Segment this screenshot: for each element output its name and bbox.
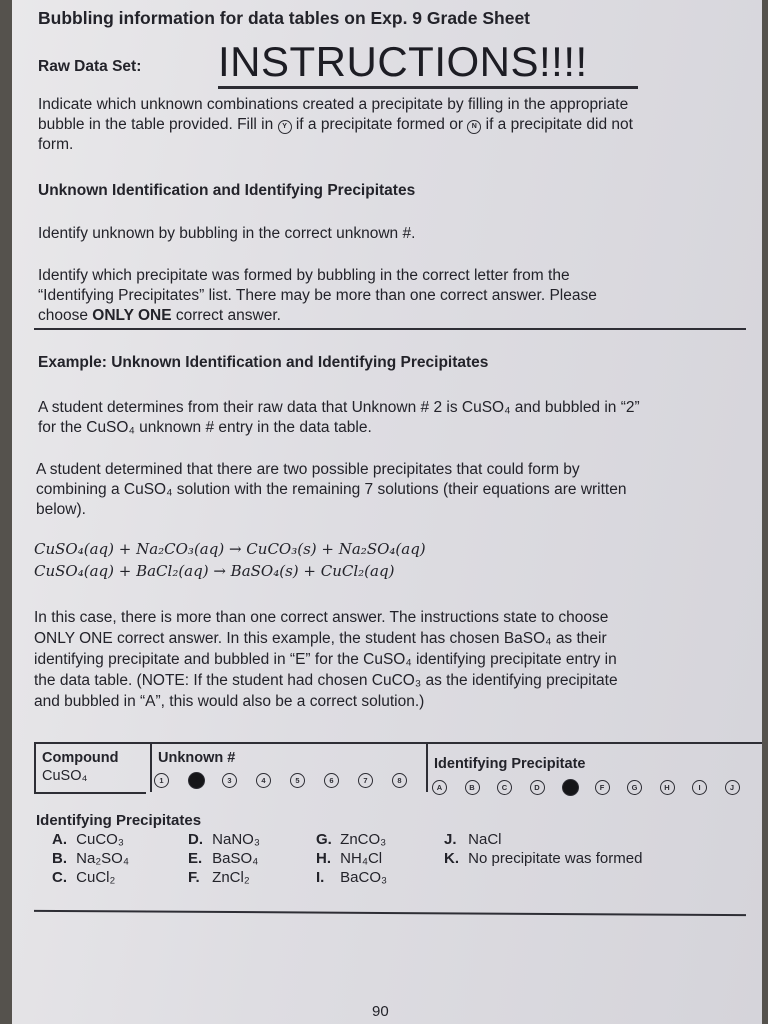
precipitate-bubble-g[interactable]: G: [627, 780, 642, 795]
instructions-heading: INSTRUCTIONS!!!!: [218, 38, 588, 85]
col-compound-header: Compound: [42, 750, 119, 766]
precipitate-key: A.: [52, 831, 67, 848]
precipitate-key: B.: [52, 850, 67, 867]
n-bubble-icon: N: [467, 120, 481, 134]
precipitate-bubble-b[interactable]: B: [465, 780, 480, 795]
unknown-bubble-7[interactable]: 7: [358, 773, 373, 788]
section-divider: [34, 328, 746, 330]
precipitate-value: Na₂SO₄: [72, 850, 129, 867]
precipitate-key: D.: [188, 831, 203, 848]
precipitate-key: G.: [316, 831, 332, 848]
precipitate-bubble-d[interactable]: D: [530, 780, 545, 795]
precipitate-key: J.: [444, 831, 457, 848]
precipitate-key: I.: [316, 869, 325, 886]
section-paragraph-1: Identify unknown by bubbling in the correct unknown #.: [38, 225, 416, 242]
table-bottom-border: [34, 792, 146, 794]
raw-data-label: Raw Data Set:: [38, 58, 142, 75]
precipitate-key: E.: [188, 850, 203, 867]
precipitate-item-a: [52, 831, 124, 848]
precipitate-value: CuCO₃: [72, 831, 124, 848]
table-divider-1: [150, 742, 152, 792]
col-precipitate-header: Identifying Precipitate: [434, 756, 586, 772]
precipitate-value: NaNO₃: [208, 831, 260, 848]
precipitate-key: K.: [444, 850, 459, 867]
equation-2: CuSO₄(aq) + BaCl₂(aq) → BaSO₄(s) + CuCl₂(aq): [34, 562, 395, 580]
page-number: 90: [372, 1003, 389, 1020]
precipitate-value: NH₄Cl: [336, 850, 383, 867]
precipitate-bubble-a[interactable]: A: [432, 780, 447, 795]
unknown-bubble-5[interactable]: 5: [290, 773, 305, 788]
example-heading: Example: Unknown Identification and Identifying Precipitates: [38, 354, 489, 371]
precipitate-value: CuCl₂: [72, 869, 116, 886]
precipitate-item-e: [188, 850, 258, 867]
precipitate-item-b: [52, 850, 129, 867]
precipitate-item-h: [316, 850, 382, 867]
example-paragraph-3: In this case, there is more than one correct answer. The instructions state to choose ONLY ONE correct answer. In this example, the student has chosen BaSO₄ as their identifying precipitate and bubbled in “E” for the CuSO₄ identifying precipitate entry in the data table. (NOTE: If the student had chosen CuCO₃ as the identifying precipitate and bubbled in “A”, this would also be a correct solution.): [34, 609, 618, 710]
compound-cell: CuSO₄: [42, 768, 88, 784]
unknown-bubble-6[interactable]: 6: [324, 773, 339, 788]
precipitate-item-g: [316, 831, 386, 848]
section-heading: Unknown Identification and Identifying Precipitates: [38, 182, 416, 199]
section-paragraph-2: Identify which precipitate was formed by bubbling in the correct letter from the “Identifying Precipitates” list. There may be more than one correct answer. Please choose ONLY ONE correct answer.: [38, 267, 597, 324]
unknown-bubble-8[interactable]: 8: [392, 773, 407, 788]
precipitate-item-f: [188, 869, 250, 886]
example-paragraph-2: A student determined that there are two possible precipitates that could form by combining a CuSO₄ solution with the remaining 7 solutions (their equations are written below).: [36, 461, 627, 518]
precipitate-item-i: [316, 869, 387, 886]
unknown-bubble-3[interactable]: 3: [222, 773, 237, 788]
precipitate-bubble-i[interactable]: I: [692, 780, 707, 795]
precipitate-value: BaSO₄: [208, 850, 259, 867]
table-divider-2: [426, 742, 428, 792]
unknown-bubble-1[interactable]: 1: [154, 773, 169, 788]
worksheet-page: [12, 0, 762, 1024]
precipitate-key: H.: [316, 850, 331, 867]
precipitate-bubble-c[interactable]: C: [497, 780, 512, 795]
equation-1: CuSO₄(aq) + Na₂CO₃(aq) → CuCO₃(s) + Na₂SO₄(aq): [34, 540, 426, 558]
intro-paragraph: Indicate which unknown combinations created a precipitate by filling in the appropriate bubble in the table provided. Fill in Y if a precipitate formed or N if a precipitate did not form.: [38, 96, 633, 153]
precipitate-key: C.: [52, 869, 67, 886]
bottom-divider: [34, 910, 746, 916]
col-unknown-header: Unknown #: [158, 750, 236, 766]
page-title: Bubbling information for data tables on Exp. 9 Grade Sheet: [38, 8, 530, 28]
example-paragraph-1: A student determines from their raw data that Unknown # 2 is CuSO₄ and bubbled in “2” for the CuSO₄ unknown # entry in the data table.: [38, 399, 640, 436]
precipitate-value: ZnCO₃: [336, 831, 387, 848]
instructions-underline: [218, 86, 638, 89]
unknown-bubble-4[interactable]: 4: [256, 773, 271, 788]
identifying-precipitates-heading: Identifying Precipitates: [36, 812, 202, 829]
precipitate-value: BaCO₃: [336, 869, 388, 886]
precipitate-key: F.: [188, 869, 200, 886]
precipitate-value: ZnCl₂: [208, 869, 250, 886]
table-left-border: [34, 742, 36, 792]
precipitate-item-d: [188, 831, 260, 848]
precipitate-bubble-f[interactable]: F: [595, 780, 610, 795]
precipitate-bubble-h[interactable]: H: [660, 780, 675, 795]
precipitate-item-c: [52, 869, 115, 886]
precipitate-bubble-e[interactable]: E: [562, 779, 579, 796]
precipitate-item-k: [444, 850, 642, 867]
y-bubble-icon: Y: [278, 120, 292, 134]
precipitate-item-j: [444, 831, 502, 848]
table-top-border: [34, 742, 762, 744]
precipitate-value: NaCl: [464, 831, 502, 848]
unknown-bubble-2[interactable]: 2: [188, 772, 205, 789]
precipitate-bubble-j[interactable]: J: [725, 780, 740, 795]
precipitate-value: No precipitate was formed: [464, 850, 643, 867]
